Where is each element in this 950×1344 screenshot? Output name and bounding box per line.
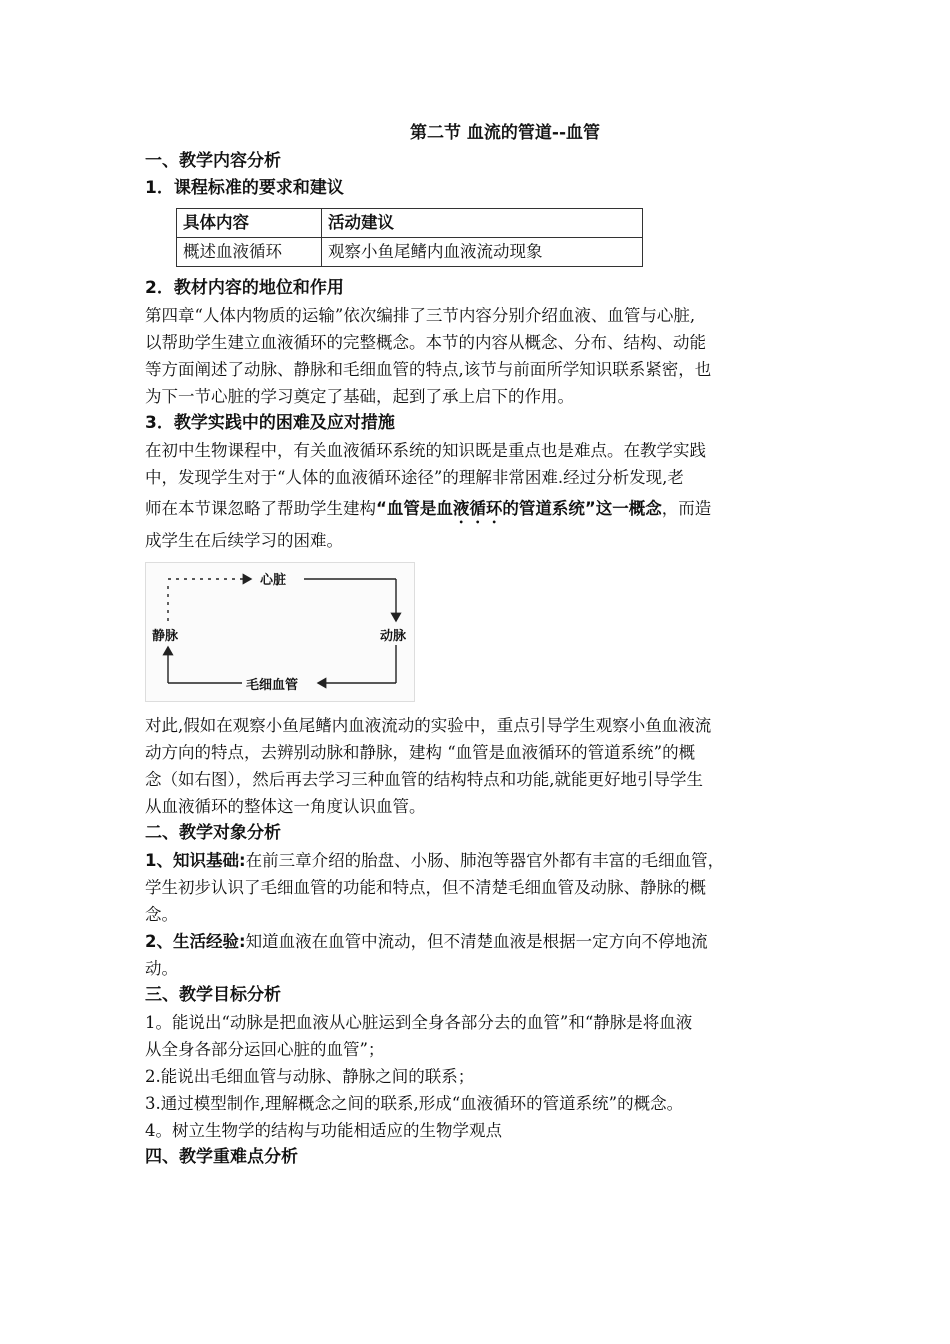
subheading-role: 2．教材内容的地位和作用	[145, 278, 344, 298]
node-vein: 静脉	[150, 625, 180, 644]
node-capillary: 毛细血管	[244, 674, 300, 693]
paragraph-line	[145, 928, 805, 955]
emphasis-dotted: 液循环	[452, 499, 503, 518]
standards-table	[176, 208, 643, 267]
emphasis-part: “血管是血	[376, 499, 453, 518]
paragraph-line	[145, 491, 805, 527]
line-text: 在前三章介绍的胎盘、小肠、肺泡等器官外都有丰富的毛细血管，	[245, 851, 725, 870]
circulation-diagram	[145, 562, 415, 702]
table-header-cell: 活动建议	[322, 209, 643, 238]
table-row	[177, 238, 643, 267]
paragraph-line: 成学生在后续学习的困难。	[145, 531, 343, 550]
list-item: 从全身各部分运回心脏的血管”；	[145, 1040, 385, 1059]
line-text: 师在本节课忽略了帮助学生建构	[145, 499, 376, 518]
difficulties-paragraph	[145, 437, 805, 554]
knowledge-base-item	[145, 847, 805, 928]
paragraph-line: 对此,假如在观察小鱼尾鳍内血液流动的实验中，重点引导学生观察小鱼血液流	[145, 716, 712, 735]
section4-heading: 四、教学重难点分析	[145, 1147, 298, 1167]
item-label: 2、生活经验:	[145, 932, 246, 951]
life-experience-item	[145, 928, 805, 982]
paragraph-line	[145, 847, 805, 874]
role-paragraph	[145, 302, 805, 410]
node-artery: 动脉	[378, 625, 408, 644]
table-header-cell: 具体内容	[177, 209, 322, 238]
line-text: ，而造	[661, 499, 712, 518]
paragraph-line: 中，发现学生对于“人体的血液循环途径”的理解非常困难.经过分析发现,老	[145, 468, 684, 487]
table-cell: 观察小鱼尾鳍内血液流动现象	[322, 238, 643, 267]
section3-heading: 三、教学目标分析	[145, 985, 281, 1005]
line-text: 知道血液在血管中流动，但不清楚血液是根据一定方向不停地流	[245, 932, 708, 951]
key-concept-emphasis	[376, 499, 662, 518]
paragraph-line: 学生初步认识了毛细血管的功能和特点，但不清楚毛细血管及动脉、静脉的概	[145, 878, 706, 897]
node-heart: 心脏	[258, 569, 288, 588]
paragraph-line: 等方面阐述了动脉、静脉和毛细血管的特点,该节与前面所学知识联系紧密，也	[145, 360, 712, 379]
list-item: 1。能说出“动脉是把血液从心脏运到全身各部分去的血管”和“静脉是将血液	[145, 1013, 693, 1032]
paragraph-line: 从血液循环的整体这一角度认识血管。	[145, 797, 426, 816]
list-item: 2.能说出毛细血管与动脉、静脉之间的联系；	[145, 1067, 475, 1086]
item-label: 1、知识基础:	[145, 851, 246, 870]
subheading-difficulties: 3．教学实践中的困难及应对措施	[145, 413, 395, 433]
list-item: 3.通过模型制作,理解概念之间的联系,形成“血液循环的管道系统”的概念。	[145, 1094, 684, 1113]
paragraph-line: 念。	[145, 905, 178, 924]
table-cell: 概述血液循环	[177, 238, 322, 267]
paragraph-line: 为下一节心脏的学习奠定了基础，起到了承上启下的作用。	[145, 387, 574, 406]
objectives-list	[145, 1009, 805, 1144]
document-page	[145, 118, 805, 1171]
table-header-row	[177, 209, 643, 238]
section1-heading: 一、教学内容分析	[145, 151, 281, 171]
list-item: 4。树立生物学的结构与功能相适应的生物学观点	[145, 1121, 502, 1140]
paragraph-line: 以帮助学生建立血液循环的完整概念。本节的内容从概念、分布、结构、动能	[145, 333, 706, 352]
after-diagram-paragraph	[145, 712, 805, 820]
page-title: 第二节 血流的管道--血管	[409, 123, 601, 143]
emphasis-part: 的管道系统”这一概念	[502, 499, 662, 518]
paragraph-line: 第四章“人体内物质的运输”依次编排了三节内容分别介绍血液、血管与心脏,	[145, 306, 696, 325]
paragraph-line: 动。	[145, 959, 178, 978]
subheading-standards: 1．课程标准的要求和建议	[145, 178, 344, 198]
section2-heading: 二、教学对象分析	[145, 823, 281, 843]
paragraph-line: 念（如右图），然后再去学习三种血管的结构特点和功能,就能更好地引导学生	[145, 770, 703, 789]
paragraph-line: 在初中生物课程中，有关血液循环系统的知识既是重点也是难点。在教学实践	[145, 441, 706, 460]
paragraph-line: 动方向的特点，去辨别动脉和静脉，建构 “血管是血液循环的管道系统”的概	[145, 743, 696, 762]
